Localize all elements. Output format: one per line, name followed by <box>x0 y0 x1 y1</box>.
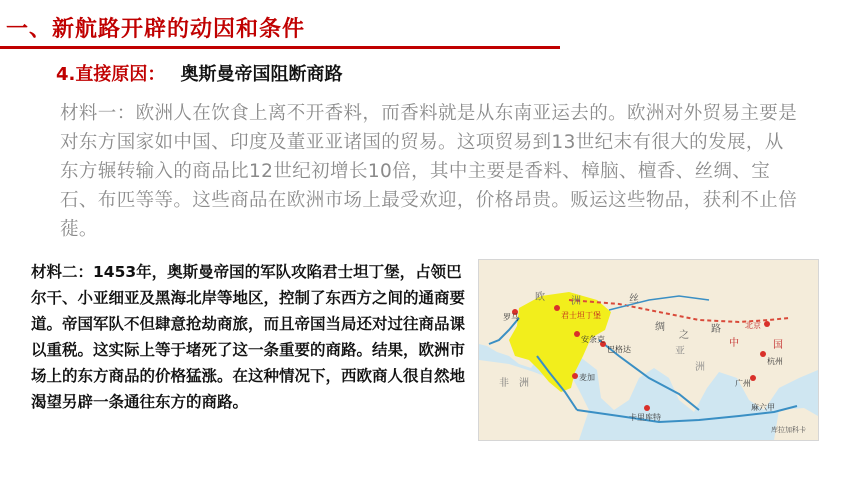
map-label-beijing: 北京 <box>745 321 761 330</box>
map-label-silk1: 丝 <box>629 294 639 305</box>
map-label-hangzhou: 杭州 <box>767 357 783 366</box>
section-number: 4.直接原因： <box>56 64 166 85</box>
map-label-silk2: 绸 <box>655 322 665 333</box>
map-label-baghdad: 巴格达 <box>607 345 631 354</box>
section-topic: 奥斯曼帝国阻断商路 <box>180 64 343 85</box>
map-label-europe1: 欧 <box>535 292 545 303</box>
map-label-africa2: 洲 <box>519 378 529 389</box>
trade-route-map <box>478 259 819 441</box>
map-label-china2: 国 <box>773 340 783 351</box>
map-label-mecca: 麦加 <box>579 373 595 382</box>
city-mecca <box>572 373 578 379</box>
map-label-calcutta: 库拉加科卡 <box>771 426 806 434</box>
city-hangzhou <box>760 351 766 357</box>
material-one-paragraph: 材料一：欧洲人在饮食上离不开香料，而香料就是从东南亚运去的。欧洲对外贸易主要是对东方国家如中国、印度及董亚亚诸国的贸易。这项贸易到13世纪末有很大的发展，从东方辗转输入的商品比12世纪初增长10倍，其中主要是香料、樟脑、檀香、丝绸、宝石、布匹等等。这些商品在欧洲市场上最受欢迎，价格昂贵。贩运这些物品，获利不止倍蓰。 <box>60 103 798 240</box>
map-land-southeast <box>774 408 818 440</box>
city-calicut <box>644 405 650 411</box>
map-label-rome: 罗马 <box>503 313 519 322</box>
map-label-guangzhou: 广州 <box>735 379 751 388</box>
map-label-africa1: 非 <box>499 378 509 389</box>
map-label-silk4: 路 <box>711 324 721 335</box>
title-underline <box>0 46 560 49</box>
map-label-asia2: 洲 <box>695 362 705 373</box>
map-label-calicut: 卡里库特 <box>629 413 661 422</box>
title-bar <box>0 4 860 44</box>
city-constantinople <box>554 305 560 311</box>
map-label-constantinople: 君士坦丁堡 <box>561 311 601 320</box>
map-label-china1: 中 <box>729 338 739 349</box>
map-label-malacca: 麻六甲 <box>751 403 775 412</box>
map-label-silk3: 之 <box>679 330 689 341</box>
map-label-antioch: 安条克 <box>581 335 605 344</box>
map-label-europe2: 洲 <box>571 296 581 307</box>
material-two-paragraph: 材料二：1453年，奥斯曼帝国的军队攻陷君士坦丁堡，占领巴尔干、小亚细亚及黑海北岸等地区，控制了东西方之间的通商要道。帝国军队不但肆意抢劫商旅，而且帝国当局还对过往商品课以重税。这实际上等于堵死了这一条重要的商路。结果，欧洲市场上的东方商品的价格猛涨。在这种情况下，西欧商人很自然地渴望另辟一条通往东方的商路。 <box>31 263 466 411</box>
section-heading <box>56 60 342 86</box>
map-label-asia1: 亚 <box>675 346 685 357</box>
city-beijing <box>764 321 770 327</box>
page-title: 一、新航路开辟的动因和条件 <box>6 17 306 42</box>
city-antioch <box>574 331 580 337</box>
map-graphic <box>479 260 818 440</box>
